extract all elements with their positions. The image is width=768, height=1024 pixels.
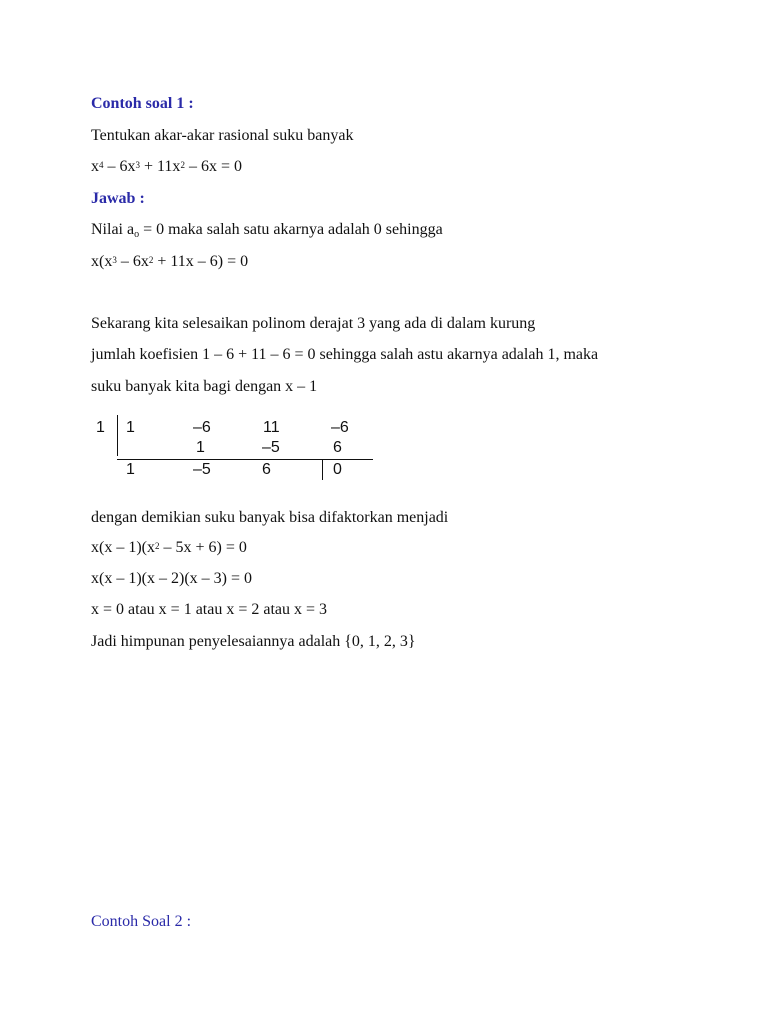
factorization-2: x(x – 1)(x – 2)(x – 3) = 0 — [91, 570, 252, 587]
eq-term: – 5x + 6) = 0 — [159, 539, 247, 556]
eq-exponent: 3 — [135, 160, 140, 170]
paragraph-4: dengan demikian suku banyak bisa difaktorkan menjadi — [91, 509, 449, 526]
problem-statement: Tentukan akar-akar rasional suku banyak — [91, 127, 354, 144]
horner-cell: –6 — [193, 419, 211, 436]
eq-term: x(x — [91, 253, 113, 270]
horner-cell: –6 — [331, 419, 349, 436]
roots-line: x = 0 atau x = 1 atau x = 2 atau x = 3 — [91, 601, 328, 618]
paragraph-1: Sekarang kita selesaikan polinom derajat 3 yang ada di dalam kurung — [91, 315, 536, 332]
eq-term: – 6x — [103, 158, 136, 175]
step-text: = 0 maka salah satu akarnya adalah 0 sehingga — [139, 221, 443, 238]
eq-exponent: 2 — [180, 160, 185, 170]
eq-exponent: 4 — [99, 160, 104, 170]
horner-cell: 6 — [262, 461, 271, 478]
horner-vertical-divider — [117, 415, 118, 456]
conclusion-line: Jadi himpunan penyelesaiannya adalah {0, 1, 2, 3} — [91, 633, 416, 650]
horner-cell: 6 — [333, 439, 342, 456]
paragraph-3: suku banyak kita bagi dengan x – 1 — [91, 378, 318, 395]
factorization-1 — [91, 538, 247, 558]
horner-remainder-divider — [322, 459, 323, 480]
eq-term: + 11x – 6) = 0 — [153, 253, 249, 270]
horner-cell: 1 — [196, 439, 205, 456]
problem-equation — [91, 157, 242, 177]
step-subscript: o — [134, 229, 140, 240]
eq-term: – 6x = 0 — [184, 158, 242, 175]
horner-remainder: 0 — [333, 461, 342, 478]
horner-horizontal-divider — [117, 459, 373, 460]
eq-exponent: 2 — [148, 255, 154, 265]
horner-cell: 1 — [126, 419, 135, 436]
example2-heading: Contoh Soal 2 : — [91, 913, 192, 930]
horner-cell: –5 — [262, 439, 280, 456]
eq-term: x — [91, 158, 99, 175]
eq-term: x(x – 1)(x — [91, 539, 155, 556]
eq-exponent: 3 — [112, 255, 117, 265]
answer-heading: Jawab : — [91, 190, 145, 207]
paragraph-2: jumlah koefisien 1 – 6 + 11 – 6 = 0 sehingga salah astu akarnya adalah 1, maka — [91, 346, 599, 363]
example1-heading: Contoh soal 1 : — [91, 95, 194, 112]
horner-cell: 1 — [126, 461, 135, 478]
solution-step-2 — [91, 252, 248, 272]
eq-term: – 6x — [116, 253, 149, 270]
eq-term: + 11x — [140, 158, 181, 175]
horner-cell: –5 — [193, 461, 211, 478]
eq-exponent: 2 — [154, 541, 160, 551]
step-text: Nilai a — [91, 221, 135, 238]
horner-cell: 11 — [263, 419, 280, 436]
horner-divisor: 1 — [96, 419, 105, 436]
solution-step-1 — [91, 220, 443, 242]
